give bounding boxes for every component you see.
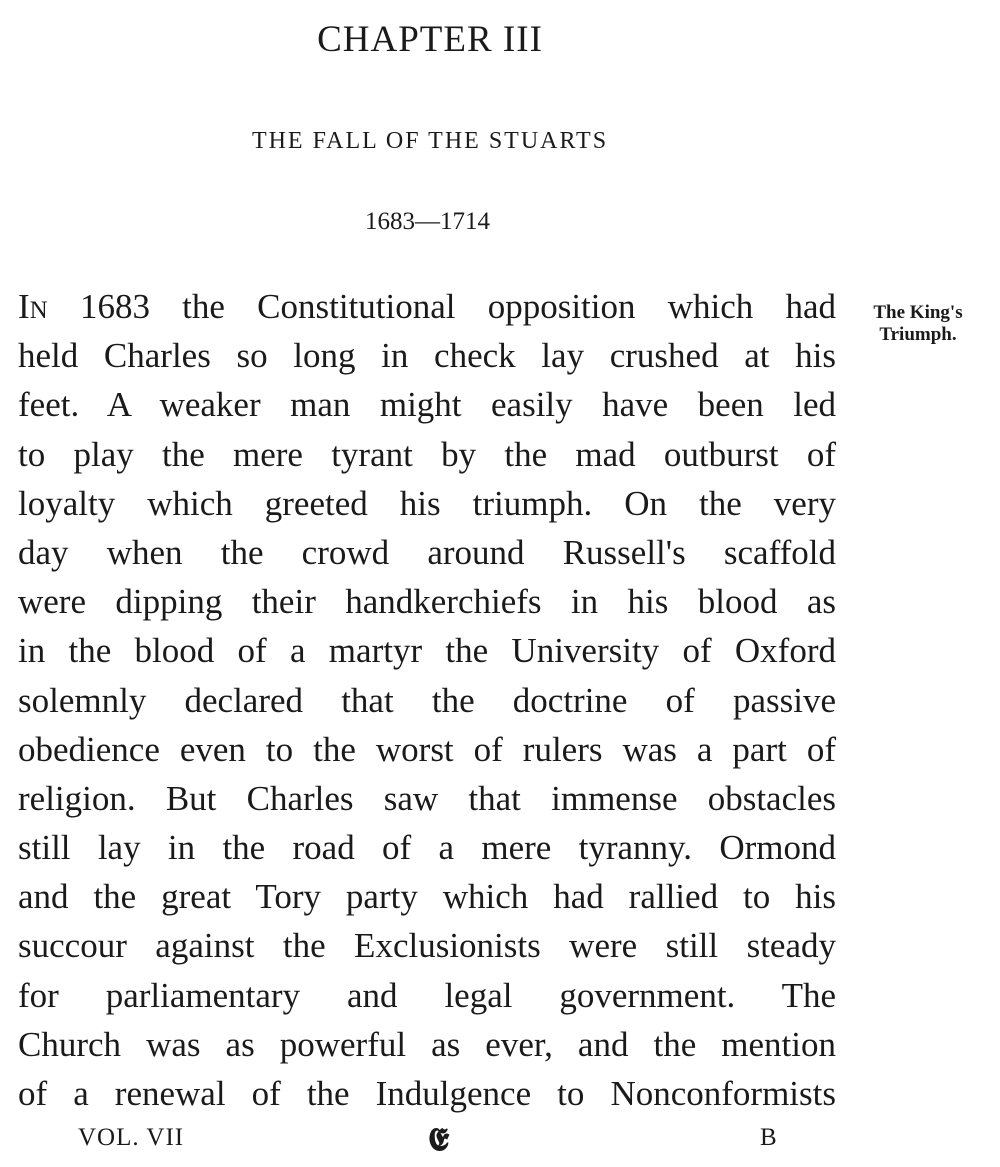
- body-line: still lay in the road of a mere tyranny. Ormond: [18, 828, 836, 868]
- marginal-note-line: The King's: [873, 302, 963, 323]
- chapter-title: CHAPTER III: [317, 19, 543, 60]
- body-line: Church was as powerful as ever, and the mention: [18, 1024, 836, 1064]
- body-line: feet. A weaker man might easily have been led: [18, 385, 836, 425]
- body-line: of a renewal of the Indulgence to Nonconformists: [18, 1074, 836, 1113]
- body-paragraph: [18, 282, 836, 1118]
- body-line: loyalty which greeted his triumph. On the very: [18, 483, 836, 523]
- section-title: THE FALL OF THE STUARTS: [251, 128, 609, 154]
- body-line: [18, 282, 836, 331]
- body-line: solemnly declared that the doctrine of passive: [18, 680, 836, 720]
- body-line: to play the mere tyrant by the mad outburst of: [18, 434, 836, 474]
- body-line: and the great Tory party which had rallied to his: [18, 877, 836, 917]
- body-line: day when the crowd around Russell's scaffold: [18, 532, 836, 572]
- body-line: in the blood of a martyr the University of Oxford: [18, 631, 836, 671]
- body-line: were dipping their handkerchiefs in his blood as: [18, 582, 836, 622]
- date-range: 1683—1714: [365, 208, 490, 235]
- drop-word: In: [18, 287, 48, 326]
- body-line: succour against the Exclusionists were still steady: [18, 926, 836, 966]
- marginal-note: [852, 302, 984, 346]
- volume-label: VOL. VII: [78, 1124, 185, 1151]
- page-footer: [0, 1120, 1000, 1164]
- body-line-text: 1683 the Constitutional opposition which had: [47, 287, 836, 326]
- body-line: for parliamentary and legal government. The: [18, 975, 836, 1015]
- body-line: religion. But Charles saw that immense obstacles: [18, 778, 836, 818]
- signature-mark: 𝕰: [428, 1120, 450, 1158]
- sheet-letter: B: [760, 1124, 777, 1151]
- body-line: obedience even to the worst of rulers was a part of: [18, 729, 836, 769]
- marginal-note-line: Triumph.: [879, 324, 957, 345]
- body-line: held Charles so long in check lay crushed at his: [18, 336, 836, 376]
